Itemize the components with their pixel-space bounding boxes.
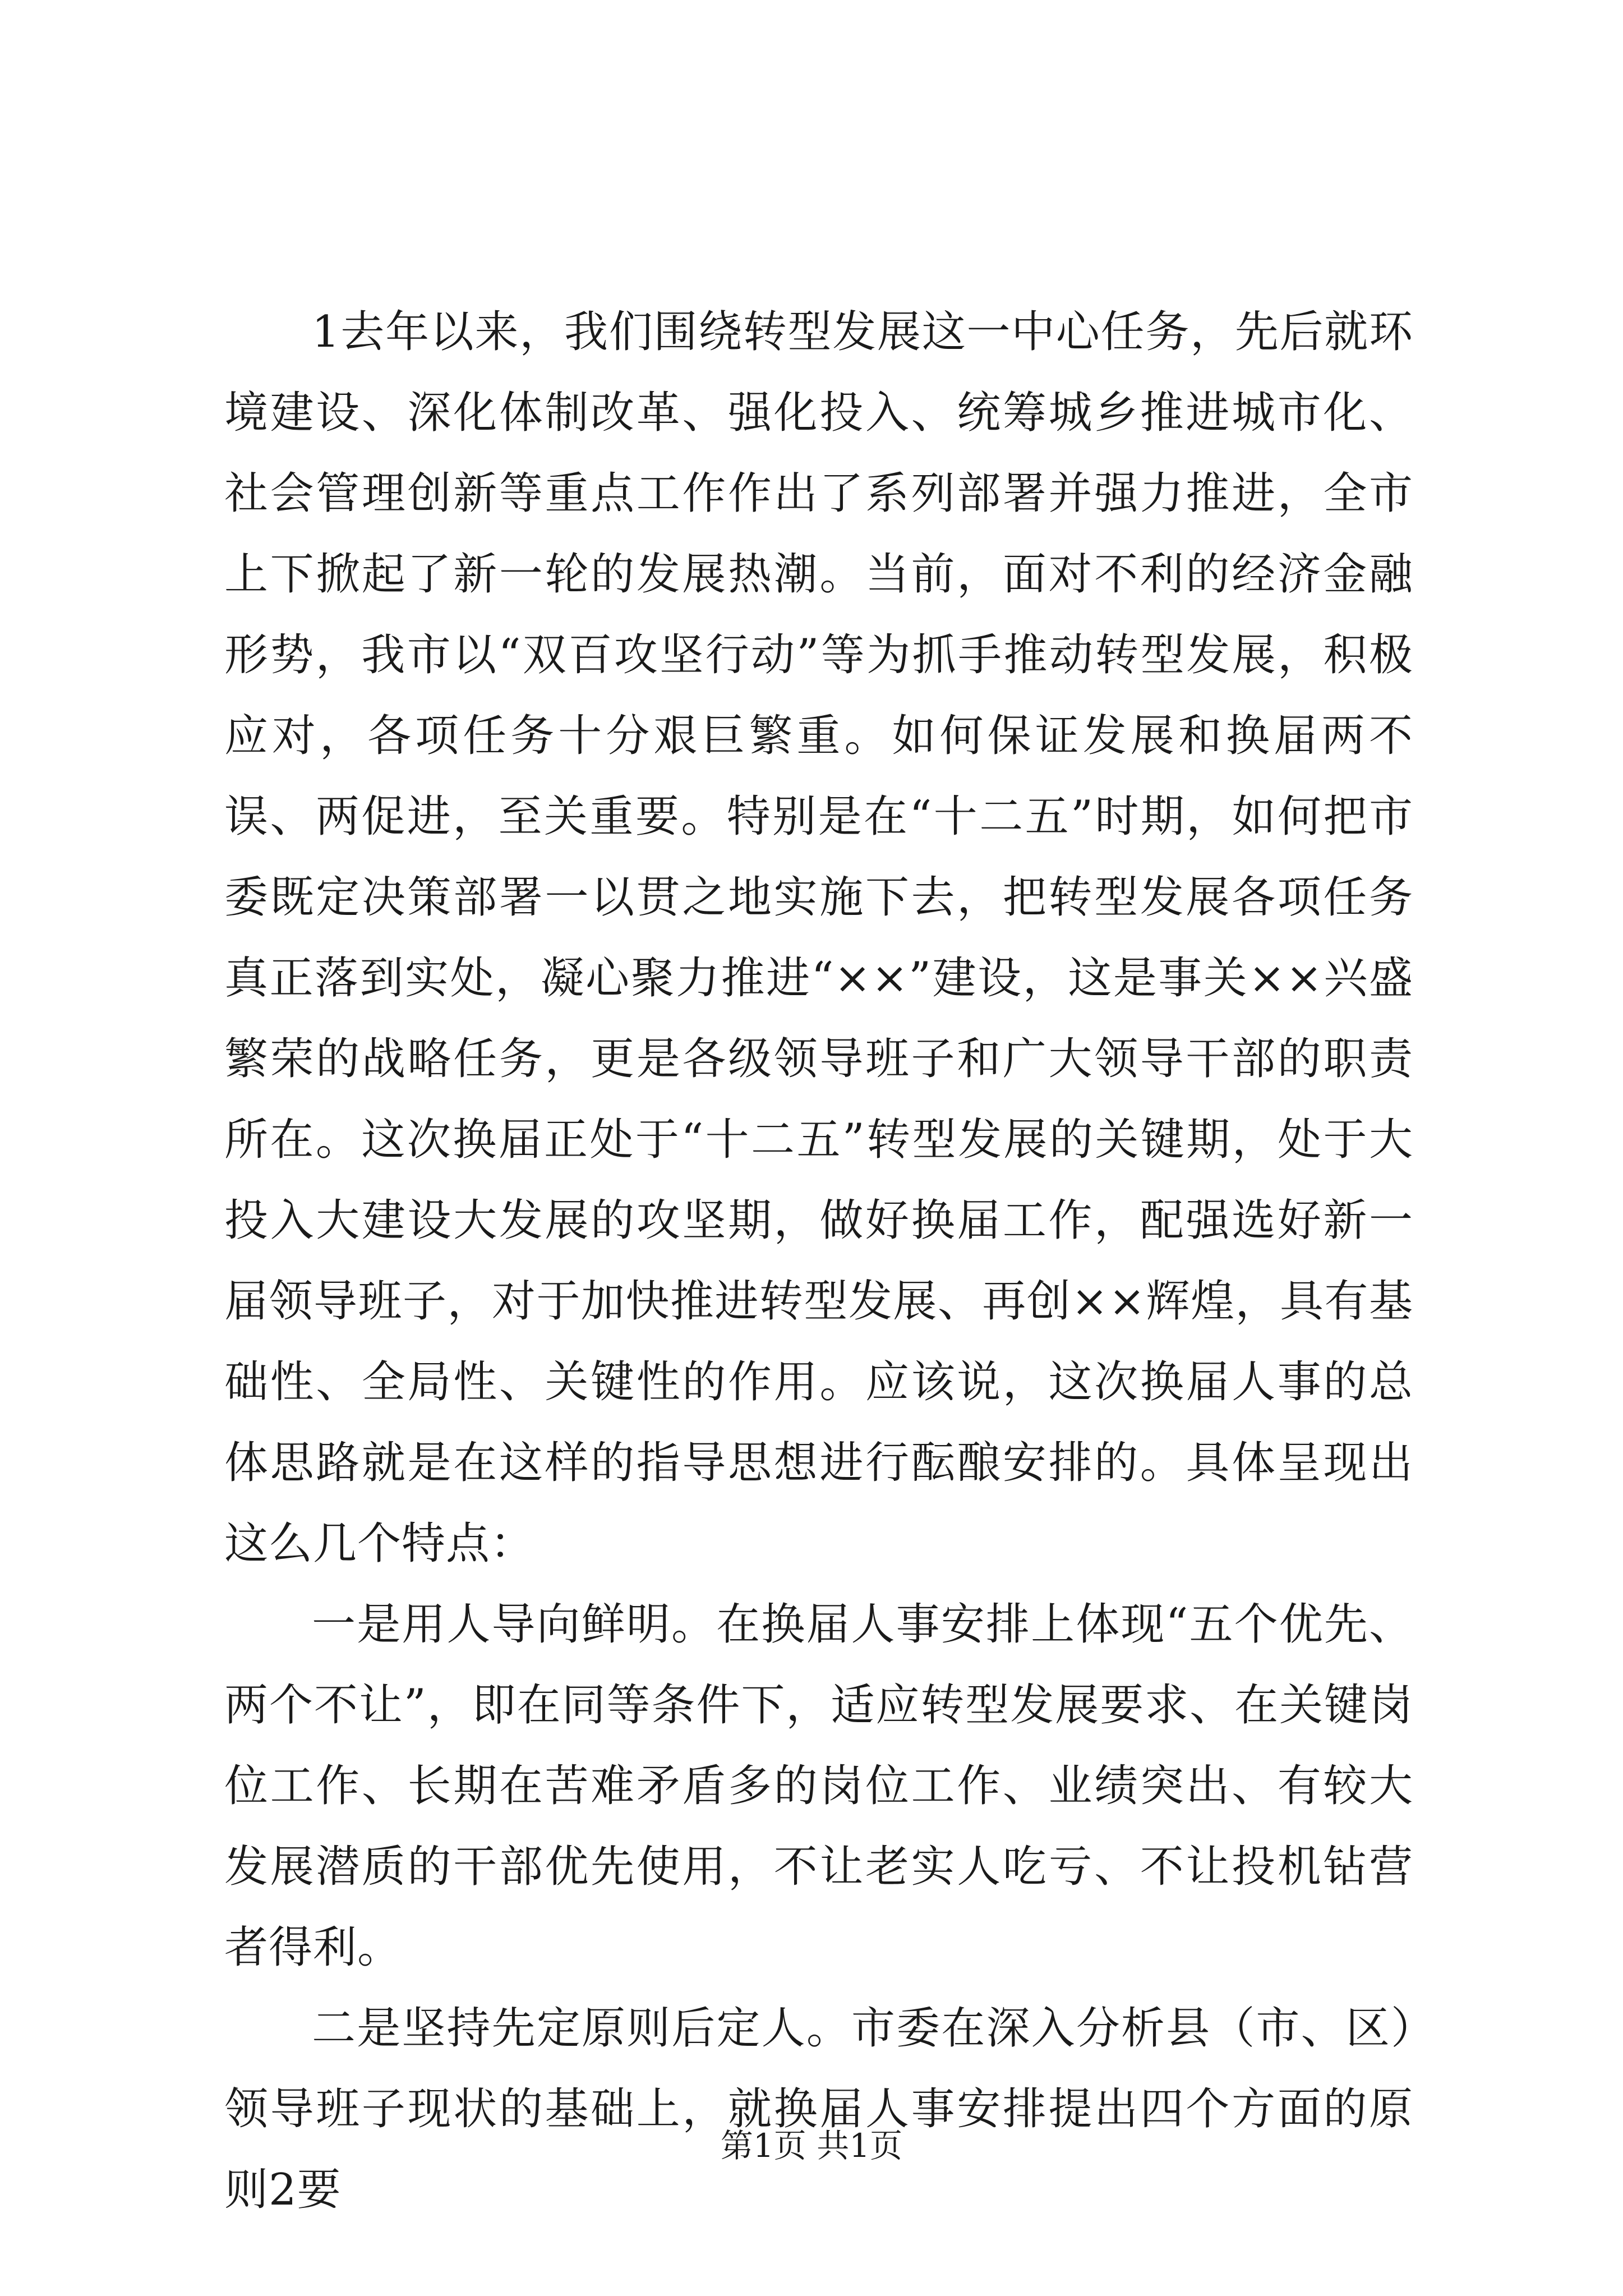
paragraph-point-one: 一是用人导向鲜明。在换届人事安排上体现“五个优先、两个不让”，即在同等条件下，适应转型发展要求、在关键岗位工作、长期在苦难矛盾多的岗位工作、业绩突出、有较大发展潜质的干部优先使用，不让老实人吃亏、不让投机钻营者得利。 (224, 1599, 1413, 1973)
paragraph-point-two: 二是坚持先定原则后定人。市委在深入分析县（市、区）领导班子现状的基础上，就换届人事安排提出四个方面的原则2要 (224, 2003, 1413, 2215)
paragraph-intro: 1去年以来，我们围绕转型发展这一中心任务，先后就环境建设、深化体制改革、强化投入、统筹城乡推进城市化、社会管理创新等重点工作作出了系列部署并强力推进，全市上下掀起了新一轮的发展热潮。当前，面对不利的经济金融形势，我市以“双百攻坚行动”等为抓手推动转型发展，积极应对，各项任务十分艰巨繁重。如何保证发展和换届两不误、两促进，至关重要。特别是在“十二五”时期，如何把市委既定决策部署一以贯之地实施下去，把转型发展各项任务真正落到实处，凝心聚力推进“××”建设，这是事关××兴盛繁荣的战略任务，更是各级领导班子和广大领导干部的职责所在。这次换届正处于“十二五”转型发展的关键期，处于大投入大建设大发展的攻坚期，做好换届工作，配强选好新一届领导班子，对于加快推进转型发展、再创××辉煌，具有基础性、全局性、关键性的作用。应该说，这次换届人事的总体思路就是在这样的指导思想进行酝酿安排的。具体呈现出这么几个特点： (224, 307, 1413, 1569)
document-body (224, 292, 1413, 2230)
page-footer: 第1页 共1页 (720, 2127, 903, 2165)
